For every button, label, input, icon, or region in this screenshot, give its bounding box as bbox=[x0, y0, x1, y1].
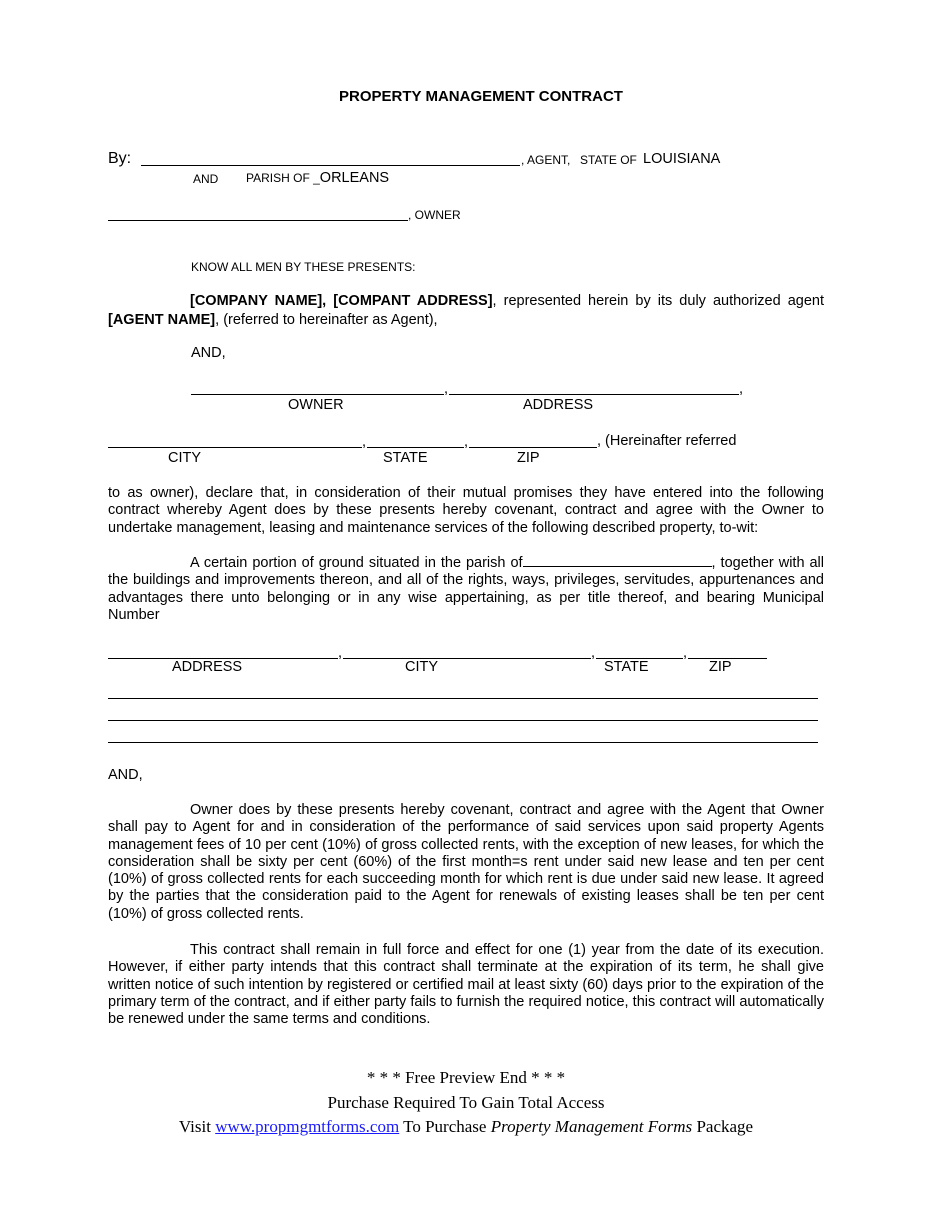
company-paragraph bbox=[108, 292, 824, 330]
company-text: , represented herein by its duly authorized agent bbox=[492, 293, 825, 309]
parish-value: ORLEANS bbox=[319, 170, 390, 186]
zip-caption: ZIP bbox=[517, 450, 540, 466]
comma: , bbox=[591, 645, 596, 661]
propmgmtforms-link[interactable]: www.propmgmtforms.com bbox=[215, 1117, 400, 1136]
state-value: LOUISIANA bbox=[643, 151, 721, 167]
state-of-label: STATE OF bbox=[580, 153, 637, 167]
preview-end-notice: * * * Free Preview End * * * bbox=[366, 1068, 566, 1087]
state-caption: STATE bbox=[383, 450, 428, 466]
property-zip-caption: ZIP bbox=[709, 659, 732, 675]
hereinafter-text: , (Hereinafter referred bbox=[597, 433, 737, 449]
property-city-caption: CITY bbox=[405, 659, 439, 675]
fees-paragraph bbox=[108, 802, 824, 923]
package-name: Property Management Forms bbox=[490, 1117, 693, 1136]
company-placeholder: [COMPANY NAME], [COMPANT ADDRESS] bbox=[190, 293, 493, 309]
purchase-required-notice: Purchase Required To Gain Total Access bbox=[327, 1093, 605, 1112]
term-text: This contract shall remain in full force and effect for one (1) year from the date of its execution. However, if either party intends that this contract shall terminate at the expiration of its term, he shall give written notice of such intention by registered or certified mail at least sixty (60) days prior to the expiration of the primary term of the contract, and if either party fails to furnish the required notice, this contract will automatically be renewed under the same terms and conditions. bbox=[108, 942, 824, 1028]
owner-city-field[interactable] bbox=[108, 447, 362, 448]
address-caption: ADDRESS bbox=[523, 397, 594, 413]
fees-text: Owner does by these presents hereby covenant, contract and agree with the Agent that Owner shall pay to Agent for and in consideration of the performance of said services upon said property Agents management fees of 10 per cent (10%) of gross collected rents, with the exception of new leases, for which the consideration shall be sixty per cent (60%) of the first month=s rent under said new lease and ten per cent (10%) of gross collected rents for each succeeding month for which rent is due under said new lease. It agreed by the parties that the consideration paid to the Agent for renewals of existing leases shall be ten per cent (10%) of gross collected rents. bbox=[108, 802, 824, 922]
agent-text: , (referred to hereinafter as Agent), bbox=[215, 312, 438, 328]
purchase-line bbox=[0, 1117, 930, 1137]
property-address-caption: ADDRESS bbox=[172, 659, 243, 675]
agent-name-field[interactable] bbox=[141, 165, 520, 166]
comma: , bbox=[444, 381, 449, 397]
parish-field[interactable] bbox=[523, 554, 712, 567]
agent-placeholder: [AGENT NAME] bbox=[108, 312, 216, 328]
visit-text: Visit bbox=[178, 1117, 211, 1136]
city-caption: CITY bbox=[168, 450, 202, 466]
owner-field[interactable] bbox=[191, 394, 444, 395]
property-state-caption: STATE bbox=[604, 659, 649, 675]
term-paragraph bbox=[108, 942, 824, 1028]
and-heading-2: AND, bbox=[108, 767, 143, 783]
package-text: Package bbox=[696, 1117, 754, 1136]
ground-paragraph bbox=[108, 554, 824, 624]
description-line-2[interactable] bbox=[108, 720, 818, 721]
agent-label: , AGENT, bbox=[521, 153, 571, 167]
comma: , bbox=[338, 645, 343, 661]
by-label: By: bbox=[108, 150, 132, 167]
ground-text-2: , together with all the buildings and improvements thereon, and all of the rights, ways, privileges, servitudes, appurtenances and advantages there unto belonging or in any wise appertaining, as per title thereof, and bearing Municipal Number bbox=[108, 555, 824, 623]
owner-address-field[interactable] bbox=[449, 394, 739, 395]
owner-label: , OWNER bbox=[408, 208, 461, 222]
parish-label: PARISH OF _ bbox=[246, 171, 320, 185]
page-title: PROPERTY MANAGEMENT CONTRACT bbox=[339, 88, 623, 105]
comma: , bbox=[464, 434, 469, 450]
and-heading-1: AND, bbox=[191, 345, 226, 361]
ground-text-1: A certain portion of ground situated in the parish of bbox=[190, 555, 523, 571]
comma: , bbox=[683, 645, 688, 661]
declaration-paragraph: to as owner), declare that, in consideration of their mutual promises they have entered into the following contract whereby Agent does by these presents hereby covenant, contract and agree with the Owner to undertake management, leasing and maintenance services of the following described property, to-wit: bbox=[108, 485, 824, 536]
owner-name-field[interactable] bbox=[108, 220, 408, 221]
property-city-field[interactable] bbox=[343, 658, 591, 659]
description-line-1[interactable] bbox=[108, 698, 818, 699]
owner-caption: OWNER bbox=[288, 397, 344, 413]
owner-state-field[interactable] bbox=[367, 447, 464, 448]
know-all-heading: KNOW ALL MEN BY THESE PRESENTS: bbox=[191, 260, 416, 274]
to-purchase-text: To Purchase bbox=[403, 1117, 487, 1136]
comma: , bbox=[739, 381, 744, 397]
comma: , bbox=[362, 434, 367, 450]
and-label: AND bbox=[193, 172, 219, 186]
owner-zip-field[interactable] bbox=[469, 447, 597, 448]
description-line-3[interactable] bbox=[108, 742, 818, 743]
